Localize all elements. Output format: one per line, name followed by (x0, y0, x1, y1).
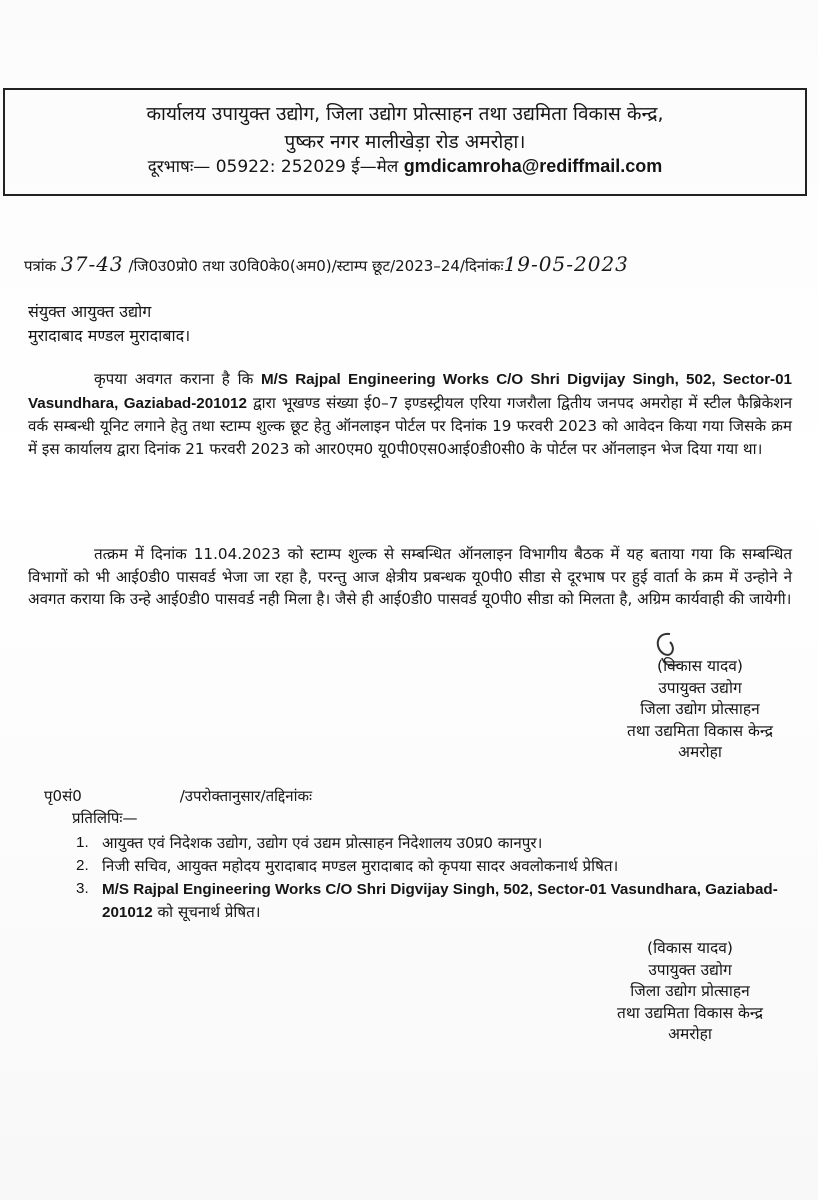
list-number: 1. (76, 834, 89, 851)
copy-ref-prefix: पृ0सं0 (44, 787, 82, 805)
list-number: 2. (76, 857, 89, 874)
list-text: को सूचनार्थ प्रेषित। (157, 903, 261, 921)
list-item (76, 832, 796, 854)
signatory-title: उपायुक्त उद्योग (658, 678, 742, 697)
signatory-title: उपायुक्त उद्योग (648, 960, 732, 979)
para1-start: कृपया अवगत कराना है कि (94, 370, 254, 388)
list-text: निजी सचिव, आयुक्त महोदय मुरादाबाद मण्डल मुरादाबाद को कृपया सादर अवलोकनार्थ प्रेषित। (102, 857, 619, 875)
letterhead-box (3, 88, 807, 196)
para1-company: M/S Rajpal Engineering Works C/O Shri Digvijay Singh, 502, Sector-01 Vasundhara, Gaziabad-201012 (28, 371, 793, 412)
list-number: 3. (76, 880, 89, 897)
body-paragraph-1 (28, 368, 792, 460)
office-name: कार्यालय उपायुक्त उद्योग, जिला उद्योग प्रोत्साहन तथा उद्यमिता विकास केन्द्र, (146, 103, 664, 125)
signature-block-1 (600, 656, 800, 764)
email-label: ई—मेल (351, 157, 399, 177)
signatory-name: (विकास यादव) (657, 657, 743, 675)
addressee-line1: संयुक्त आयुक्त उद्योग (28, 302, 152, 321)
reference-prefix: पत्रांक (24, 257, 57, 275)
list-item (76, 855, 796, 877)
reference-text: /जि0उ0प्रो0 तथा उ0वि0के0(अम0)/स्टाम्प छूट/2023–24/दिनांकः (128, 257, 504, 275)
copy-list (76, 832, 796, 925)
body-paragraph-2: तत्क्रम में दिनांक 11.04.2023 को स्टाम्प शुल्क से सम्बन्धित ऑनलाइन विभागीय बैठक में यह बताया गया कि सम्बन्धित विभागों को भी आई0डी0 पासवर्ड भेजा जा रहा है, परन्तु आज क्षेत्रीय प्रबन्धक यू0पी0 सीडा से दूरभाष पर हुई वार्ता के क्रम में उन्होने ने अवगत कराया कि उन्हे आई0डी0 पासवर्ड नही मिला है। जैसे ही आई0डी0 पासवर्ड यू0पी0 सीडा को मिलता है, अग्रिम कार्यवाही की जायेगी। (28, 545, 792, 608)
reference-date-handwritten: 19-05-2023 (503, 252, 629, 276)
copy-heading: प्रतिलिपिः— (72, 809, 138, 827)
list-text: आयुक्त एवं निदेशक उद्योग, उद्योग एवं उद्यम प्रोत्साहन निदेशालय उ0प्र0 कानपुर। (102, 834, 543, 852)
para1-rest: द्वारा भूखण्ड संख्या ई0–7 इण्डस्ट्रीयल एरिया गजरौला द्वितीय जनपद अमरोहा में स्टील फैब्रिकेशन वर्क सम्बन्धी यूनिट लगाने हेतु तथा स्टाम्प शुल्क छूट हेतु ऑनलाइन पोर्टल पर दिनांक 19 फरवरी 2023 को आवेदन किया गया जिसके क्रम में इस कार्यालय द्वारा दिनांक 21 फरवरी 2023 को आर0एम0 यू0पी0एस0आई0डी0सी0 के पोर्टल पर ऑनलाइन भेज दिया गया था। (28, 393, 792, 458)
signatory-place: अमरोहा (668, 1025, 712, 1043)
copy-reference-line (44, 786, 312, 806)
list-company: M/S Rajpal Engineering Works C/O Shri Digvijay Singh, 502, Sector-01 Vasundhara, Gaziabad-201012 (102, 881, 778, 921)
phone-label: दूरभाषः— (147, 157, 211, 177)
signatory-title: जिला उद्योग प्रोत्साहन (640, 700, 760, 718)
list-item (76, 878, 796, 924)
signatory-place: अमरोहा (678, 743, 722, 761)
signatory-title: जिला उद्योग प्रोत्साहन (630, 982, 750, 1000)
phone-number: 05922: 252029 (215, 157, 346, 177)
signatory-title: तथा उद्यमिता विकास केन्द्र (617, 1003, 763, 1022)
signatory-title: तथा उद्यमिता विकास केन्द्र (627, 721, 773, 740)
addressee-line2: मुरादाबाद मण्डल मुरादाबाद। (28, 326, 191, 345)
office-address: पुष्कर नगर मालीखेड़ा रोड अमरोहा। (284, 131, 526, 153)
email-address: gmdicamroha@rediffmail.com (403, 156, 663, 176)
signatory-name: (विकास यादव) (647, 939, 733, 957)
copy-ref-text: /उपरोक्तानुसार/तद्दिनांकः (179, 787, 313, 805)
contact-line (5, 154, 805, 177)
reference-number-handwritten: 37-43 (61, 252, 124, 276)
addressee (28, 300, 190, 348)
reference-line (24, 252, 804, 276)
signature-block-2 (590, 938, 790, 1046)
